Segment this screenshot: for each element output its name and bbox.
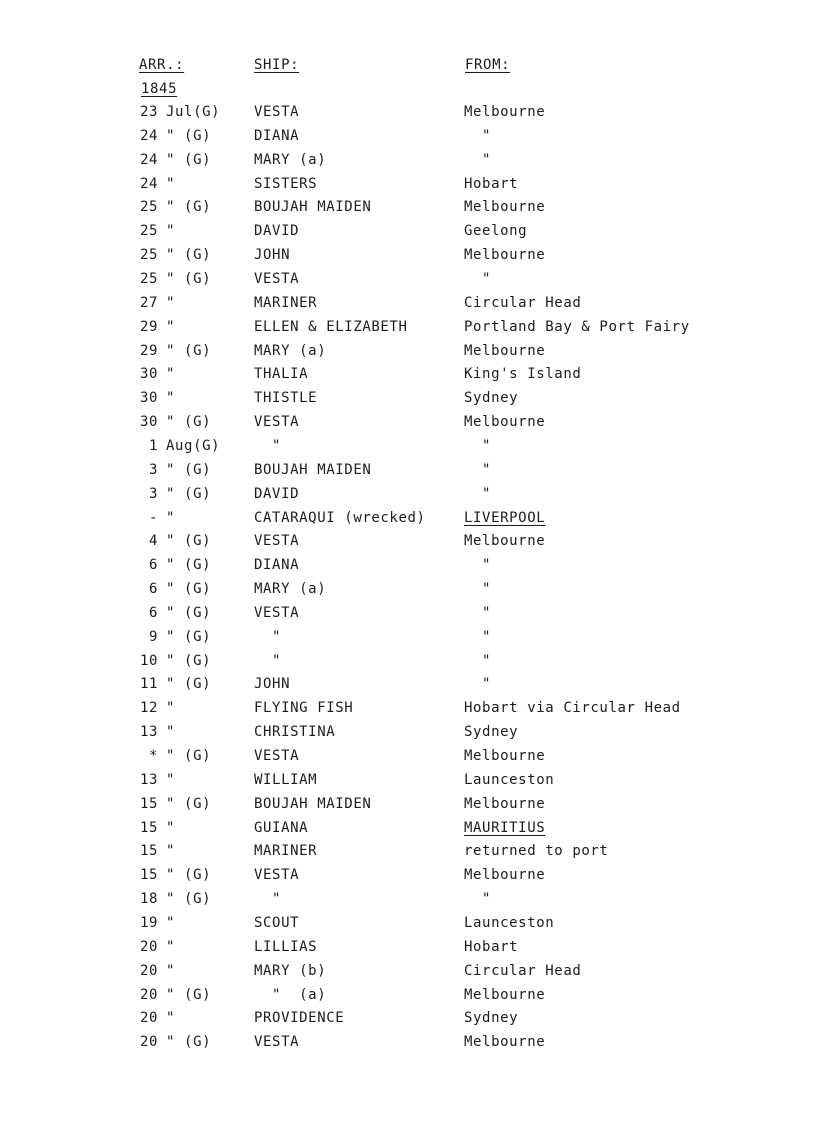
arrival-day: 25	[139, 247, 158, 264]
arrival-day: 12	[139, 700, 158, 717]
table-row	[0, 197, 816, 217]
arrival-month: "	[166, 819, 176, 836]
ship-name: CATARAQUI (wrecked)	[254, 509, 426, 526]
table-row	[0, 269, 816, 289]
table-row	[0, 293, 816, 313]
year-heading: 1845	[141, 81, 178, 97]
table-row	[0, 102, 816, 122]
table-row	[0, 388, 816, 408]
arrival-day: 13	[139, 724, 158, 741]
table-row	[0, 698, 816, 718]
arrival-day: 1	[148, 437, 158, 454]
arrival-day: 20	[139, 1034, 158, 1051]
arrival-day: 20	[139, 1010, 158, 1027]
arrival-day: -	[148, 509, 158, 526]
table-row	[0, 627, 816, 647]
table-row	[0, 818, 816, 838]
table-row	[0, 436, 816, 456]
arrival-day: 29	[139, 318, 158, 335]
ship-name: JOHN	[254, 676, 291, 693]
ship-name: MARY (a)	[254, 151, 327, 168]
arrival-month: "	[166, 390, 176, 407]
ship-name: VESTA	[254, 104, 300, 120]
ship-name: BOUJAH MAIDEN	[254, 461, 372, 478]
origin-port: "	[464, 581, 492, 597]
table-row	[0, 412, 816, 432]
origin-port: Melbourne	[464, 199, 546, 216]
table-row	[0, 865, 816, 885]
ship-name: CHRISTINA	[254, 724, 336, 741]
origin-port: King's Island	[464, 366, 582, 383]
origin-port: Hobart via Circular Head	[464, 700, 681, 717]
origin-port: Melbourne	[464, 986, 546, 1003]
arrival-day: 29	[139, 342, 158, 359]
origin-port: Melbourne	[464, 414, 546, 431]
origin-port: returned to port	[464, 843, 609, 860]
origin-port: "	[464, 461, 492, 478]
arrival-day: 13	[139, 771, 158, 788]
table-row	[0, 150, 816, 170]
arrival-day: 19	[139, 914, 158, 931]
ship-name: VESTA	[254, 604, 300, 621]
arrival-month: Jul(G)	[166, 104, 221, 120]
origin-port: Melbourne	[464, 342, 546, 359]
from-column-header: FROM:	[465, 57, 511, 73]
origin-port: MAURITIUS	[464, 819, 546, 836]
arrival-day: 30	[139, 414, 158, 431]
table-row	[0, 508, 816, 528]
arrival-day: 30	[139, 390, 158, 407]
arrival-month: " (G)	[166, 676, 212, 693]
origin-port: Circular Head	[464, 962, 582, 979]
arrival-month: " (G)	[166, 199, 212, 216]
origin-port: "	[464, 271, 492, 287]
table-row	[0, 555, 816, 575]
arrival-month: "	[166, 223, 176, 240]
origin-port: Portland Bay & Port Fairy	[464, 318, 690, 335]
origin-port: Melbourne	[464, 1034, 546, 1051]
arrival-month: " (G)	[166, 795, 212, 812]
ship-name: DIANA	[254, 127, 300, 144]
arrival-month: " (G)	[166, 151, 212, 168]
arrival-month: " (G)	[166, 533, 212, 550]
arrival-day: 25	[139, 271, 158, 287]
arrival-month: "	[166, 843, 176, 860]
arrival-day: 3	[148, 485, 158, 502]
arrival-month: " (G)	[166, 604, 212, 621]
ship-name: " (a)	[254, 986, 327, 1003]
table-row	[0, 651, 816, 671]
arrival-month: "	[166, 318, 176, 335]
origin-port: Melbourne	[464, 104, 546, 120]
table-row	[0, 174, 816, 194]
origin-port: Hobart	[464, 938, 519, 955]
table-row	[0, 317, 816, 337]
origin-port: "	[464, 652, 492, 669]
origin-port: Circular Head	[464, 294, 582, 311]
ship-name: MARY (a)	[254, 342, 327, 359]
table-row	[0, 961, 816, 981]
ship-name: MARINER	[254, 843, 318, 860]
arrival-month: " (G)	[166, 461, 212, 478]
arrival-day: 24	[139, 175, 158, 192]
arrival-month: " (G)	[166, 986, 212, 1003]
origin-port: Launceston	[464, 914, 555, 931]
arrival-day: 25	[139, 199, 158, 216]
ship-name: BOUJAH MAIDEN	[254, 199, 372, 216]
arrival-month: " (G)	[166, 127, 212, 144]
arrival-day: 15	[139, 819, 158, 836]
ship-name: "	[254, 628, 282, 645]
table-row	[0, 985, 816, 1005]
arrival-month: "	[166, 914, 176, 931]
arrival-month: " (G)	[166, 557, 212, 574]
table-row	[0, 1032, 816, 1052]
arrival-day: 20	[139, 986, 158, 1003]
arrival-day: *	[148, 748, 158, 764]
origin-port: "	[464, 604, 492, 621]
ship-name: VESTA	[254, 271, 300, 287]
ship-name: MARY (a)	[254, 581, 327, 597]
ship-name: FLYING FISH	[254, 700, 354, 717]
table-row	[0, 722, 816, 742]
table-row	[0, 1008, 816, 1028]
origin-port: "	[464, 891, 492, 908]
origin-port: "	[464, 676, 492, 693]
arrival-day: 15	[139, 867, 158, 884]
arrival-month: " (G)	[166, 247, 212, 264]
arrival-day: 23	[139, 104, 158, 120]
ship-name: THALIA	[254, 366, 309, 383]
table-row	[0, 674, 816, 694]
arrival-month: "	[166, 724, 176, 741]
ship-name: BOUJAH MAIDEN	[254, 795, 372, 812]
arrival-day: 9	[148, 628, 158, 645]
ship-name: DAVID	[254, 223, 300, 240]
table-row	[0, 913, 816, 933]
arrival-month: "	[166, 175, 176, 192]
table-row	[0, 841, 816, 861]
table-row	[0, 937, 816, 957]
ship-name: MARINER	[254, 294, 318, 311]
ship-name: VESTA	[254, 867, 300, 884]
arrival-day: 20	[139, 938, 158, 955]
origin-port: "	[464, 151, 492, 168]
arrival-month: " (G)	[166, 1034, 212, 1051]
origin-port: Melbourne	[464, 867, 546, 884]
arrival-month: " (G)	[166, 271, 212, 287]
arrival-month: " (G)	[166, 414, 212, 431]
ship-name: "	[254, 652, 282, 669]
arrival-day: 6	[148, 581, 158, 597]
ship-name: SISTERS	[254, 175, 318, 192]
ship-column-header: SHIP:	[254, 57, 300, 73]
table-row	[0, 245, 816, 265]
arrival-month: "	[166, 366, 176, 383]
ship-name: VESTA	[254, 414, 300, 431]
arrival-month: "	[166, 962, 176, 979]
origin-port: Sydney	[464, 724, 519, 741]
arrival-month: "	[166, 1010, 176, 1027]
ship-name: DIANA	[254, 557, 300, 574]
arrival-month: " (G)	[166, 748, 212, 764]
table-row	[0, 603, 816, 623]
ship-name: VESTA	[254, 1034, 300, 1051]
ship-name: SCOUT	[254, 914, 300, 931]
ship-name: DAVID	[254, 485, 300, 502]
arrival-day: 30	[139, 366, 158, 383]
origin-port: Launceston	[464, 771, 555, 788]
origin-port: Geelong	[464, 223, 528, 240]
table-row	[0, 579, 816, 599]
table-row	[0, 484, 816, 504]
table-row	[0, 364, 816, 384]
arrival-day: 20	[139, 962, 158, 979]
ship-name: GUIANA	[254, 819, 309, 836]
ship-name: "	[254, 437, 282, 454]
origin-port: Melbourne	[464, 533, 546, 550]
arrival-month: " (G)	[166, 652, 212, 669]
arrival-day: 18	[139, 891, 158, 908]
arrival-day: 24	[139, 151, 158, 168]
table-row	[0, 746, 816, 766]
origin-port: Melbourne	[464, 795, 546, 812]
ship-name: PROVIDENCE	[254, 1010, 345, 1027]
ship-name: WILLIAM	[254, 771, 318, 788]
arrival-day: 6	[148, 557, 158, 574]
arrival-month: "	[166, 509, 176, 526]
arrival-month: "	[166, 700, 176, 717]
origin-port: LIVERPOOL	[464, 509, 546, 526]
table-row	[0, 341, 816, 361]
origin-port: "	[464, 557, 492, 574]
arrival-day: 15	[139, 843, 158, 860]
arrival-month: " (G)	[166, 867, 212, 884]
arrival-day: 4	[148, 533, 158, 550]
origin-port: "	[464, 628, 492, 645]
arrival-day: 24	[139, 127, 158, 144]
arrival-month: "	[166, 294, 176, 311]
arrival-month: " (G)	[166, 581, 212, 597]
ship-name: LILLIAS	[254, 938, 318, 955]
origin-port: Sydney	[464, 1010, 519, 1027]
arrival-day: 6	[148, 604, 158, 621]
arrival-day: 3	[148, 461, 158, 478]
table-row	[0, 221, 816, 241]
table-row	[0, 460, 816, 480]
arrival-month: "	[166, 771, 176, 788]
table-row	[0, 889, 816, 909]
arrival-day: 25	[139, 223, 158, 240]
origin-port: "	[464, 485, 492, 502]
ship-name: VESTA	[254, 748, 300, 764]
ship-name: ELLEN & ELIZABETH	[254, 318, 408, 335]
arrival-column-header: ARR.:	[139, 57, 185, 73]
arrival-month: " (G)	[166, 342, 212, 359]
origin-port: Melbourne	[464, 748, 546, 764]
origin-port: Melbourne	[464, 247, 546, 264]
origin-port: "	[464, 127, 492, 144]
table-row	[0, 794, 816, 814]
origin-port: "	[464, 437, 492, 454]
arrival-day: 10	[139, 652, 158, 669]
arrival-month: " (G)	[166, 485, 212, 502]
table-row	[0, 531, 816, 551]
origin-port: Hobart	[464, 175, 519, 192]
arrival-month: " (G)	[166, 628, 212, 645]
table-row	[0, 770, 816, 790]
arrival-day: 15	[139, 795, 158, 812]
origin-port: Sydney	[464, 390, 519, 407]
ship-name: MARY (b)	[254, 962, 327, 979]
arrival-day: 27	[139, 294, 158, 311]
table-row	[0, 126, 816, 146]
ship-name: JOHN	[254, 247, 291, 264]
arrival-month: " (G)	[166, 891, 212, 908]
ship-name: THISTLE	[254, 390, 318, 407]
ship-name: "	[254, 891, 282, 908]
arrival-month: Aug(G)	[166, 437, 221, 454]
ship-name: VESTA	[254, 533, 300, 550]
arrival-day: 11	[139, 676, 158, 693]
arrival-month: "	[166, 938, 176, 955]
